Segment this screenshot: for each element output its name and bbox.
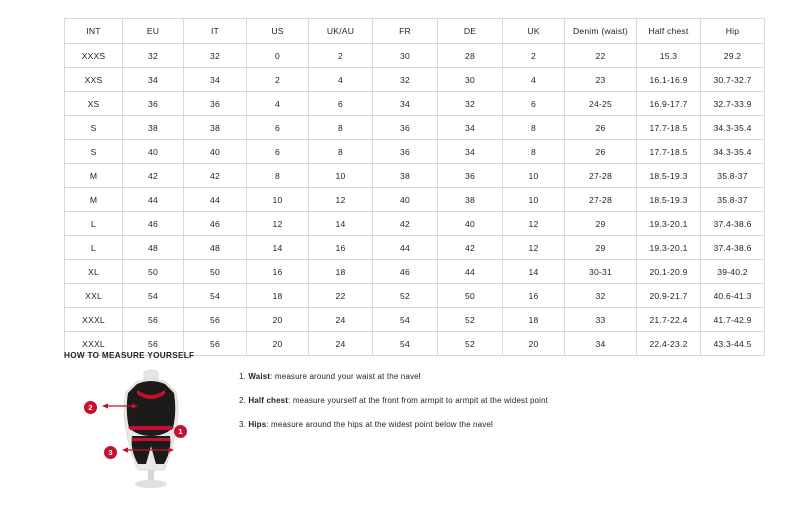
cell: 35.8-37 bbox=[701, 188, 765, 212]
cell: 41.7-42.9 bbox=[701, 308, 765, 332]
cell: 6 bbox=[247, 116, 309, 140]
table-row bbox=[65, 140, 765, 164]
cell: 52 bbox=[438, 308, 503, 332]
note-text: : measure around the hips at the widest point below the navel bbox=[266, 420, 493, 429]
column-header-half-chest: Half chest bbox=[637, 19, 701, 44]
cell: 22.4-23.2 bbox=[637, 332, 701, 356]
cell: 44 bbox=[438, 260, 503, 284]
cell: 4 bbox=[503, 68, 565, 92]
cell: 42 bbox=[373, 212, 438, 236]
cell: 44 bbox=[123, 188, 184, 212]
cell: 38 bbox=[184, 116, 247, 140]
table-row bbox=[65, 68, 765, 92]
cell: 0 bbox=[247, 44, 309, 68]
cell: XS bbox=[65, 92, 123, 116]
mannequin-illustration bbox=[84, 366, 234, 491]
note-index: 3. bbox=[239, 420, 249, 429]
table-row bbox=[65, 92, 765, 116]
cell: 27-28 bbox=[565, 188, 637, 212]
cell: 20.9-21.7 bbox=[637, 284, 701, 308]
note-term: Waist bbox=[248, 372, 271, 381]
cell: 30 bbox=[373, 44, 438, 68]
cell: 50 bbox=[184, 260, 247, 284]
note-term: Half chest bbox=[248, 396, 289, 405]
cell: 2 bbox=[309, 44, 373, 68]
how-to-measure-title: HOW TO MEASURE YOURSELF bbox=[64, 351, 195, 360]
badge-waist: 1 bbox=[174, 425, 187, 438]
cell: 24 bbox=[309, 332, 373, 356]
table-row bbox=[65, 164, 765, 188]
cell: 38 bbox=[438, 188, 503, 212]
cell: 8 bbox=[503, 116, 565, 140]
cell: 8 bbox=[309, 140, 373, 164]
cell: 32 bbox=[184, 44, 247, 68]
measure-note-waist bbox=[239, 370, 719, 383]
cell: 19.3-20.1 bbox=[637, 212, 701, 236]
cell: 18 bbox=[247, 284, 309, 308]
cell: 23 bbox=[565, 68, 637, 92]
column-header-denim-waist: Denim (waist) bbox=[565, 19, 637, 44]
table-body bbox=[65, 44, 765, 356]
cell: 16 bbox=[503, 284, 565, 308]
cell: 24-25 bbox=[565, 92, 637, 116]
cell: 10 bbox=[247, 188, 309, 212]
cell: 36 bbox=[184, 92, 247, 116]
cell: S bbox=[65, 140, 123, 164]
cell: 46 bbox=[373, 260, 438, 284]
cell: 22 bbox=[309, 284, 373, 308]
cell: 56 bbox=[123, 308, 184, 332]
cell: 30.7-32.7 bbox=[701, 68, 765, 92]
cell: 24 bbox=[309, 308, 373, 332]
cell: 20 bbox=[247, 308, 309, 332]
table-row bbox=[65, 236, 765, 260]
cell: 42 bbox=[123, 164, 184, 188]
cell: 36 bbox=[373, 116, 438, 140]
cell: 16 bbox=[247, 260, 309, 284]
cell: XXL bbox=[65, 284, 123, 308]
cell: 34 bbox=[438, 140, 503, 164]
cell: 39-40.2 bbox=[701, 260, 765, 284]
cell: 15.3 bbox=[637, 44, 701, 68]
cell: 52 bbox=[438, 332, 503, 356]
badge-half-chest: 2 bbox=[84, 401, 97, 414]
cell: 38 bbox=[123, 116, 184, 140]
table-row bbox=[65, 44, 765, 68]
note-text: : measure around your waist at the navel bbox=[270, 372, 421, 381]
table-row bbox=[65, 188, 765, 212]
column-header-uk: UK bbox=[503, 19, 565, 44]
cell: 56 bbox=[123, 332, 184, 356]
table-header bbox=[65, 19, 765, 44]
column-header-uk-au: UK/AU bbox=[309, 19, 373, 44]
cell: 32 bbox=[438, 92, 503, 116]
cell: 4 bbox=[309, 68, 373, 92]
cell: 8 bbox=[247, 164, 309, 188]
cell: 34 bbox=[184, 68, 247, 92]
cell: 30-31 bbox=[565, 260, 637, 284]
cell: 18 bbox=[309, 260, 373, 284]
cell: 50 bbox=[438, 284, 503, 308]
column-header-hip: Hip bbox=[701, 19, 765, 44]
cell: 33 bbox=[565, 308, 637, 332]
cell: 8 bbox=[503, 140, 565, 164]
cell: 36 bbox=[438, 164, 503, 188]
cell: 20 bbox=[503, 332, 565, 356]
cell: 26 bbox=[565, 116, 637, 140]
column-header-it: IT bbox=[184, 19, 247, 44]
cell: 10 bbox=[309, 164, 373, 188]
table-row bbox=[65, 212, 765, 236]
cell: 12 bbox=[503, 236, 565, 260]
measure-note-half-chest bbox=[239, 394, 719, 407]
cell: 18.5-19.3 bbox=[637, 188, 701, 212]
column-header-int: INT bbox=[65, 19, 123, 44]
mannequin-figure bbox=[84, 366, 234, 491]
table-header-row bbox=[65, 19, 765, 44]
cell: L bbox=[65, 236, 123, 260]
note-term: Hips bbox=[248, 420, 267, 429]
cell: 40.6-41.3 bbox=[701, 284, 765, 308]
table-row bbox=[65, 284, 765, 308]
measure-notes bbox=[239, 370, 719, 442]
cell: 10 bbox=[503, 188, 565, 212]
cell: 50 bbox=[123, 260, 184, 284]
cell: 2 bbox=[247, 68, 309, 92]
cell: 29 bbox=[565, 212, 637, 236]
cell: 6 bbox=[247, 140, 309, 164]
table-row bbox=[65, 308, 765, 332]
badge-hips: 3 bbox=[104, 446, 117, 459]
cell: 44 bbox=[373, 236, 438, 260]
cell: 40 bbox=[373, 188, 438, 212]
cell: 36 bbox=[373, 140, 438, 164]
cell: S bbox=[65, 116, 123, 140]
cell: 6 bbox=[503, 92, 565, 116]
cell: 29.2 bbox=[701, 44, 765, 68]
cell: 40 bbox=[184, 140, 247, 164]
cell: 35.8-37 bbox=[701, 164, 765, 188]
cell: XL bbox=[65, 260, 123, 284]
cell: 6 bbox=[309, 92, 373, 116]
cell: 48 bbox=[184, 236, 247, 260]
cell: L bbox=[65, 212, 123, 236]
cell: XXXL bbox=[65, 308, 123, 332]
cell: 32 bbox=[373, 68, 438, 92]
cell: 37.4-38.6 bbox=[701, 212, 765, 236]
cell: 4 bbox=[247, 92, 309, 116]
size-conversion-table bbox=[64, 18, 765, 356]
cell: 16.1-16.9 bbox=[637, 68, 701, 92]
cell: 48 bbox=[123, 236, 184, 260]
cell: 54 bbox=[373, 308, 438, 332]
column-header-de: DE bbox=[438, 19, 503, 44]
cell: XXXS bbox=[65, 44, 123, 68]
cell: 18.5-19.3 bbox=[637, 164, 701, 188]
column-header-us: US bbox=[247, 19, 309, 44]
cell: 20 bbox=[247, 332, 309, 356]
cell: 18 bbox=[503, 308, 565, 332]
cell: 16.9-17.7 bbox=[637, 92, 701, 116]
cell: 20.1-20.9 bbox=[637, 260, 701, 284]
cell: 30 bbox=[438, 68, 503, 92]
cell: 42 bbox=[184, 164, 247, 188]
cell: XXXL bbox=[65, 332, 123, 356]
cell: 12 bbox=[309, 188, 373, 212]
cell: M bbox=[65, 188, 123, 212]
cell: 38 bbox=[373, 164, 438, 188]
cell: 14 bbox=[503, 260, 565, 284]
cell: 14 bbox=[309, 212, 373, 236]
measure-note-hips bbox=[239, 418, 719, 431]
cell: 40 bbox=[123, 140, 184, 164]
cell: 22 bbox=[565, 44, 637, 68]
cell: 32.7-33.9 bbox=[701, 92, 765, 116]
cell: 8 bbox=[309, 116, 373, 140]
column-header-fr: FR bbox=[373, 19, 438, 44]
cell: 14 bbox=[247, 236, 309, 260]
cell: 34 bbox=[438, 116, 503, 140]
cell: 32 bbox=[123, 44, 184, 68]
cell: 19.3-20.1 bbox=[637, 236, 701, 260]
cell: 34.3-35.4 bbox=[701, 140, 765, 164]
cell: 32 bbox=[565, 284, 637, 308]
cell: 29 bbox=[565, 236, 637, 260]
note-index: 2. bbox=[239, 396, 249, 405]
cell: 26 bbox=[565, 140, 637, 164]
cell: 40 bbox=[438, 212, 503, 236]
cell: 44 bbox=[184, 188, 247, 212]
cell: 16 bbox=[309, 236, 373, 260]
cell: 56 bbox=[184, 308, 247, 332]
table-row bbox=[65, 116, 765, 140]
cell: 21.7-22.4 bbox=[637, 308, 701, 332]
cell: 42 bbox=[438, 236, 503, 260]
cell: 46 bbox=[123, 212, 184, 236]
cell: 17.7-18.5 bbox=[637, 140, 701, 164]
cell: 12 bbox=[247, 212, 309, 236]
cell: 43.3-44.5 bbox=[701, 332, 765, 356]
cell: 54 bbox=[373, 332, 438, 356]
cell: 54 bbox=[123, 284, 184, 308]
cell: 37.4-38.6 bbox=[701, 236, 765, 260]
size-table-container bbox=[64, 18, 752, 356]
cell: 12 bbox=[503, 212, 565, 236]
cell: 34.3-35.4 bbox=[701, 116, 765, 140]
cell: 54 bbox=[184, 284, 247, 308]
cell: 34 bbox=[123, 68, 184, 92]
cell: XXS bbox=[65, 68, 123, 92]
cell: 56 bbox=[184, 332, 247, 356]
cell: 17.7-18.5 bbox=[637, 116, 701, 140]
cell: 46 bbox=[184, 212, 247, 236]
cell: M bbox=[65, 164, 123, 188]
how-to-measure-section bbox=[64, 366, 734, 496]
cell: 52 bbox=[373, 284, 438, 308]
cell: 34 bbox=[565, 332, 637, 356]
note-text: : measure yourself at the front from armpit to armpit at the widest point bbox=[288, 396, 549, 405]
column-header-eu: EU bbox=[123, 19, 184, 44]
cell: 2 bbox=[503, 44, 565, 68]
cell: 10 bbox=[503, 164, 565, 188]
cell: 34 bbox=[373, 92, 438, 116]
note-index: 1. bbox=[239, 372, 249, 381]
cell: 27-28 bbox=[565, 164, 637, 188]
cell: 36 bbox=[123, 92, 184, 116]
cell: 28 bbox=[438, 44, 503, 68]
table-row bbox=[65, 260, 765, 284]
